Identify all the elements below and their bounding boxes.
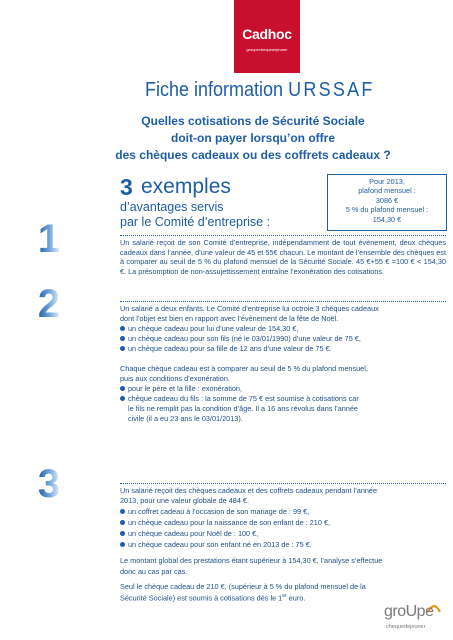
plafond-pct-value: 154,30 € xyxy=(372,214,402,224)
example-3-total-1: Le montant global des prestations étant supérieur à 154,30 €, l’analyse s’effectue xyxy=(120,556,383,565)
example-3-intro-1: Un salarié reçoit des chèques cadeaux et des coffrets cadeaux pendant l’année xyxy=(120,486,378,495)
example-number-3-icon xyxy=(30,463,68,503)
plafond-year: Pour 2013, xyxy=(369,177,405,186)
example-number-2-icon xyxy=(30,283,68,323)
question-line-3: des chèques cadeaux ou des coffrets cadeaux ? xyxy=(115,148,391,162)
example-number-3: 3 xyxy=(37,463,61,503)
list-item: pour le père et la fille : exonération, xyxy=(120,384,242,393)
example-3-final-1: Seul le chèque cadeau de 210 €, (supérieur à 5 % du plafond mensuel de la xyxy=(120,582,366,591)
plafond-pct-label: 5 % du plafond mensuel : xyxy=(345,205,429,215)
example-number-1: 1 xyxy=(37,218,61,258)
intro-line-2: par le Comité d’entreprise : xyxy=(120,215,271,229)
bullet-icon xyxy=(120,520,125,525)
plafond-info-box xyxy=(327,174,447,231)
list-item: un chèque cadeau pour son fils (né le 03/01/1990) d’une valeur de 75 €, xyxy=(120,334,361,343)
intro-number: 3 xyxy=(120,174,133,200)
intro-word: exemples xyxy=(141,175,231,198)
example-1-text: Un salarié reçoit de son Comité d’entreprise, indépendamment de tout évènement, deux chèques cadeaux dans l’année, d’une valeur de 45 et 55€ chacun. Le montant de l’ensemble des chèques est à comparer au seuil de 5 % du plafond mensuel de la Sécurité Sociale. 45 €+55 € =100 € < 154,30 €. La présomption de non-assujettissement entraîne l’exonération des cotisations. xyxy=(120,238,446,277)
divider-2 xyxy=(120,301,446,302)
logo-brand: Cadhoc xyxy=(242,26,292,42)
example-3-final-2: Sécurité Sociale) est soumis à cotisations dès le 1er euro. xyxy=(120,593,306,603)
bullet-icon xyxy=(120,509,125,514)
divider-1 xyxy=(120,235,446,236)
example-number-2: 2 xyxy=(37,283,61,323)
example-2-intro-1: Un salarié a deux enfants. Le Comité d’entreprise lui octroie 3 chèques cadeaux xyxy=(120,304,379,313)
intro-line-1: d’avantages servis xyxy=(120,200,224,214)
plafond-value: 3086 € xyxy=(375,195,399,205)
bullet-icon xyxy=(120,326,125,331)
bullet-icon xyxy=(120,386,125,391)
title-prefix: Fiche information xyxy=(145,79,284,101)
list-item: un chèque cadeau pour la naissance de son enfant de : 210 €, xyxy=(120,518,330,527)
bullet-icon xyxy=(120,531,125,536)
list-item: un chèque cadeau pour sa fille de 12 ans d’une valeur de 75 €. xyxy=(120,344,332,353)
groupe-sub: chequedejeuner xyxy=(386,624,426,630)
bullet-icon xyxy=(120,336,125,341)
bullet-icon xyxy=(120,396,125,401)
example-number-1-icon xyxy=(30,218,68,258)
example-2-continuation-2: civile (il a eu 23 ans le 03/01/2013). xyxy=(128,414,243,423)
cadhoc-logo xyxy=(234,0,300,73)
bullet-icon xyxy=(120,542,125,547)
title-urssaf: URSSAF xyxy=(288,79,375,101)
groupe-word: groUpe xyxy=(384,603,434,620)
example-3-total-2: donc au cas par cas. xyxy=(120,567,188,576)
list-item: un chèque cadeau pour Noël de : 100 €, xyxy=(120,529,258,538)
example-2-intro-2: dont l’objet est bien en rapport avec l’évènement de la fête de Noël. xyxy=(120,314,339,323)
list-item: un chèque cadeau pour son enfant né en 2013 de : 75 €. xyxy=(120,540,312,549)
example-2-compare-1: Chaque chèque cadeau est à comparer au seuil de 5 % du plafond mensuel, xyxy=(120,364,368,373)
divider-3 xyxy=(120,483,446,484)
question-line-1: Quelles cotisations de Sécurité Sociale xyxy=(141,114,365,128)
list-item: un coffret cadeau à l’occasion de son mariage de : 99 €, xyxy=(120,507,309,516)
groupe-logo xyxy=(378,602,450,638)
bullet-icon xyxy=(120,346,125,351)
example-3-intro-2: 2013, pour une valeur globale de 484 €. xyxy=(120,496,250,505)
plafond-label: plafond mensuel : xyxy=(358,186,416,196)
list-item: chèque cadeau du fils : la somme de 75 € est soumise à cotisations car xyxy=(120,394,359,403)
list-item: un chèque cadeau pour lui d’une valeur de 154,30 €, xyxy=(120,324,298,333)
example-2-compare-2: puis aux conditions d’exonération. xyxy=(120,374,230,383)
page-title xyxy=(145,79,415,102)
question-line-2: doit-on payer lorsqu’on offre xyxy=(171,131,335,145)
example-2-continuation-1: le fils ne remplit pas la condition d’âge. Il a 16 ans révolus dans l’année xyxy=(128,404,358,413)
logo-tagline: groupechequedejeuner xyxy=(246,47,288,52)
